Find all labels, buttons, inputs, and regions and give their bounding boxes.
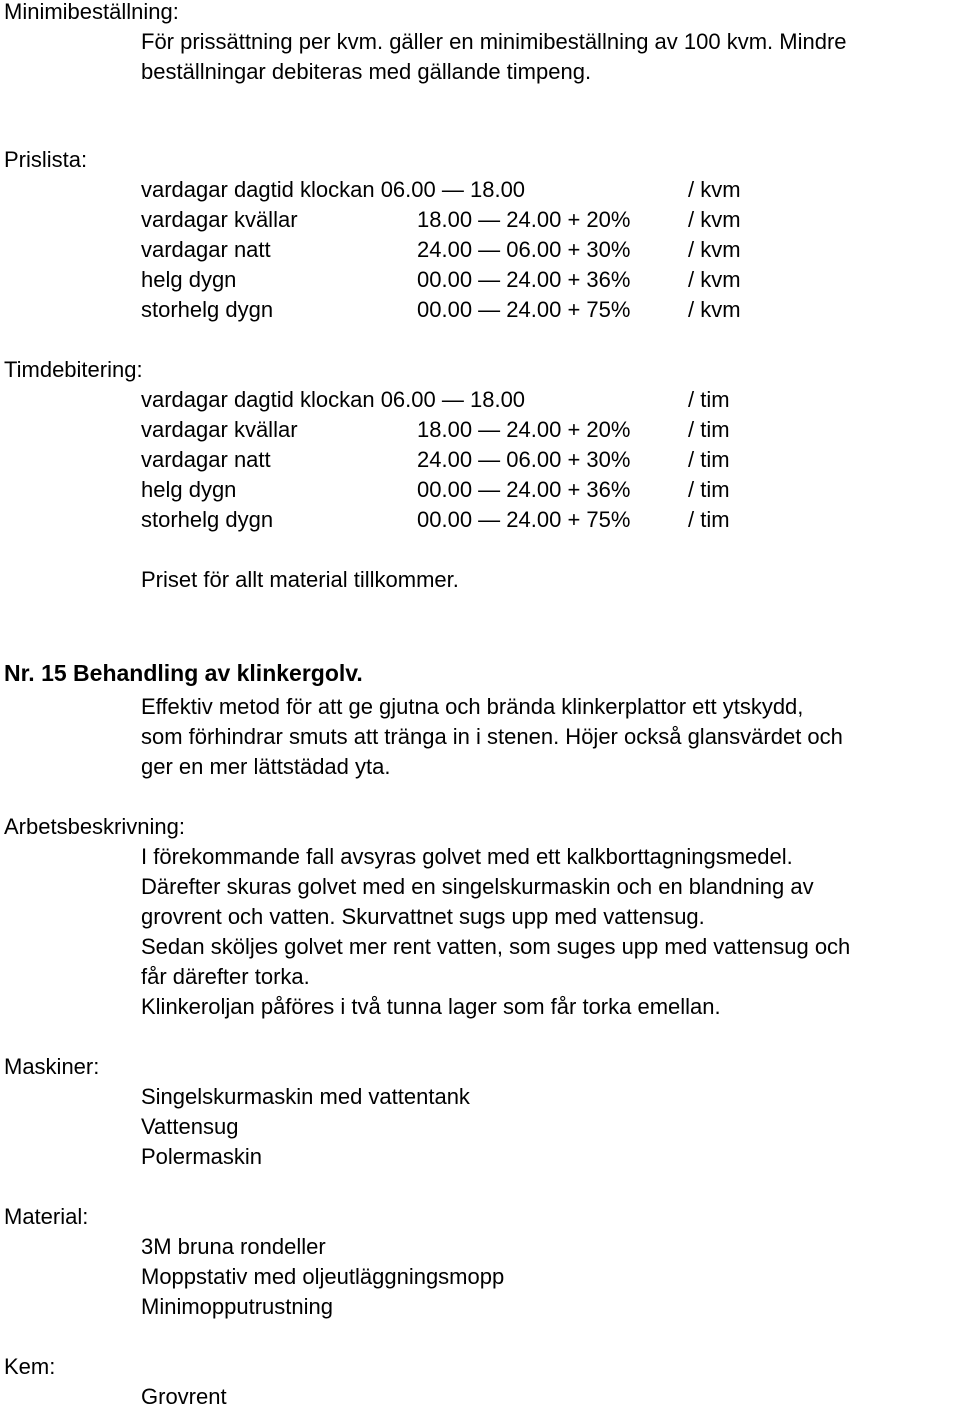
treatment-description-line: ger en mer lättstädad yta. (141, 754, 391, 779)
material-item: Moppstativ med oljeutläggningsmopp (141, 1264, 505, 1289)
hourly-row-time: 18.00 — 24.00 + 20% (417, 417, 631, 442)
hourly-row-unit: / tim (688, 387, 730, 412)
price-row-label: storhelg dygn (141, 297, 274, 322)
machine-item: Singelskurmaskin med vattentank (141, 1084, 470, 1109)
hourly-row (141, 507, 921, 533)
treatment-title: Nr. 15 Behandling av klinkergolv. (4, 660, 363, 686)
min-order-line: För prissättning per kvm. gäller en minimibeställning av 100 kvm. Mindre (141, 29, 847, 54)
price-row-label: vardagar dagtid klockan 06.00 — 18.00 (141, 177, 526, 202)
machine-item: Polermaskin (141, 1144, 263, 1169)
hourly-row (141, 387, 921, 413)
work-description-heading: Arbetsbeskrivning: (4, 814, 185, 839)
hourly-row-label: vardagar kvällar (141, 417, 298, 442)
hourly-row (141, 477, 921, 503)
hourly-row-time: 00.00 — 24.00 + 36% (417, 477, 631, 502)
hourly-row-time: 24.00 — 06.00 + 30% (417, 447, 631, 472)
material-item: 3M bruna rondeller (141, 1234, 326, 1259)
hourly-heading: Timdebitering: (4, 357, 143, 382)
work-description-line: grovrent och vatten. Skurvattnet sugs upp med vattensug. (141, 904, 705, 929)
price-row-unit: / kvm (688, 297, 741, 322)
material-item: Minimopputrustning (141, 1294, 333, 1319)
material-heading: Material: (4, 1204, 89, 1229)
hourly-row (141, 417, 921, 443)
material-cost-note: Priset för allt material tillkommer. (141, 567, 459, 592)
price-row-time: 18.00 — 24.00 + 20% (417, 207, 631, 232)
price-row-unit: / kvm (688, 267, 741, 292)
hourly-row-label: helg dygn (141, 477, 237, 502)
hourly-row-unit: / tim (688, 507, 730, 532)
work-description-line: I förekommande fall avsyras golvet med ett kalkborttagningsmedel. (141, 844, 793, 869)
hourly-row-label: storhelg dygn (141, 507, 274, 532)
price-row-unit: / kvm (688, 177, 741, 202)
min-order-line: beställningar debiteras med gällande timpeng. (141, 59, 592, 84)
price-row-label: helg dygn (141, 267, 237, 292)
work-description-line: får därefter torka. (141, 964, 310, 989)
treatment-description-line: Effektiv metod för att ge gjutna och brända klinkerplattor ett ytskydd, (141, 694, 804, 719)
machine-item: Vattensug (141, 1114, 239, 1139)
work-description-line: Klinkeroljan påföres i två tunna lager som får torka emellan. (141, 994, 721, 1019)
price-row-time: 24.00 — 06.00 + 30% (417, 237, 631, 262)
hourly-row-unit: / tim (688, 447, 730, 472)
work-description-line: Sedan sköljes golvet mer rent vatten, som suges upp med vattensug och (141, 934, 851, 959)
machines-heading: Maskiner: (4, 1054, 100, 1079)
min-order-heading: Minimibeställning: (4, 0, 179, 24)
price-row-label: vardagar kvällar (141, 207, 298, 232)
chemicals-heading: Kem: (4, 1354, 56, 1379)
price-row (141, 297, 921, 323)
price-row-unit: / kvm (688, 207, 741, 232)
price-row-label: vardagar natt (141, 237, 271, 262)
price-row (141, 207, 921, 233)
price-row (141, 237, 921, 263)
price-row (141, 267, 921, 293)
price-row-time: 00.00 — 24.00 + 75% (417, 297, 631, 322)
hourly-row (141, 447, 921, 473)
treatment-description-line: som förhindrar smuts att tränga in i stenen. Höjer också glansvärdet och (141, 724, 843, 749)
hourly-row-label: vardagar natt (141, 447, 271, 472)
price-row-unit: / kvm (688, 237, 741, 262)
hourly-row-time: 00.00 — 24.00 + 75% (417, 507, 631, 532)
work-description-line: Därefter skuras golvet med en singelskurmaskin och en blandning av (141, 874, 814, 899)
hourly-row-unit: / tim (688, 417, 730, 442)
hourly-row-label: vardagar dagtid klockan 06.00 — 18.00 (141, 387, 526, 412)
chemical-item: Grovrent (141, 1384, 227, 1409)
price-row-time: 00.00 — 24.00 + 36% (417, 267, 631, 292)
price-row (141, 177, 921, 203)
hourly-row-unit: / tim (688, 477, 730, 502)
price-list-heading: Prislista: (4, 147, 88, 172)
